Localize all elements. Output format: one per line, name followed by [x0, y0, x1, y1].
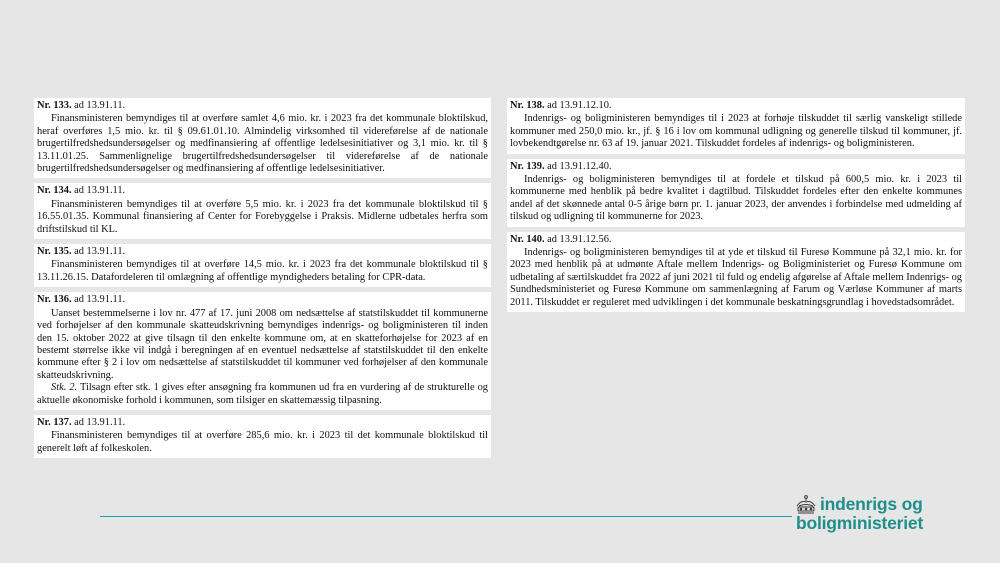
subsection-text: Tilsagn efter stk. 1 gives efter ansøgning fra kommunen ud fra en vurdering af de strukturelle og aktuelle økonomiske forhold i kommunen, som tilsiger en skattemæssig tilpasning.	[37, 382, 488, 406]
entry-block	[34, 244, 491, 287]
entry-paragraph: Uanset bestemmelserne i lov nr. 477 af 17. juni 2008 om nedsættelse af statstilskuddet til kommunerne ved forhøjelser af den kommunale skatteudskrivning bemyndiges indenrigs- og boligministeren til inden den 15. oktober 2022 at give tilsagn til den enkelte kommune om, at en skatteforhøjelse for 2023 af en bestemt størrelse ikke vil indgå i beregningen af en eventuel nedsættelse af statstilskuddet til den enkelte kommune efter § 2 i lov om nedsættelse af statstilskuddet til kommuner ved forhøjelser af den kommunale skatteudskrivning.	[37, 307, 488, 381]
entry-number: Nr. 140.	[510, 233, 545, 245]
logo-text-line1: indenrigs og	[820, 494, 923, 514]
entry-heading	[37, 294, 488, 306]
entry-paragraph: Finansministeren bemyndiges til at overføre 5,5 mio. kr. i 2023 fra det kommunale bloktilskud til § 16.55.01.35. Kommunal finansiering af Center for Forebyggelse i Praksis. Midlerne udbetales herfra som driftstilskud til KL.	[37, 198, 488, 235]
entry-paragraph: Finansministeren bemyndiges til at overføre 285,6 mio. kr. i 2023 til det kommunale bloktilskud til generelt løft af folkeskolen.	[37, 430, 488, 454]
entry-heading	[37, 100, 488, 112]
entry-block	[507, 159, 965, 227]
entry-block	[34, 292, 491, 410]
entry-number: Nr. 136.	[37, 294, 72, 306]
entry-block	[34, 183, 491, 239]
entry-heading	[510, 161, 962, 173]
left-column	[34, 98, 491, 463]
entry-paragraph: Indenrigs- og boligministeren bemyndiges til at fordele et tilskud på 600,5 mio. kr. i 2023 til kommunerne med henblik på bedre kvalitet i dagtilbud. Tilskuddet fordeles efter den enkelte kommunes andel af det skønnede antal 0-5 årige børn pr. 1. januar 2023, der anvendes i forbindelse med udmelding af tilskud og udligning til kommunerne for 2023.	[510, 174, 962, 223]
logo-text-line2: boligministeriet	[796, 513, 924, 533]
entry-paragraph: Indenrigs- og boligministeren bemyndiges til i 2023 at forhøje tilskuddet til særlig vanskeligt stillede kommuner med 250,0 mio. kr., jf. § 16 i lov om kommunal udligning og generelle tilskud til kommuner, jf. lovbekendtgørelse nr. 63 af 19. januar 2021. Tilskuddet fordeles af indenrigs- og boligministeren.	[510, 113, 962, 150]
footer-divider	[100, 516, 792, 517]
entry-block	[507, 232, 965, 312]
entry-heading	[37, 185, 488, 197]
entry-number: Nr. 137.	[37, 416, 72, 428]
entry-heading	[510, 100, 962, 112]
entry-reference: ad 13.91.11.	[74, 246, 126, 258]
entry-reference: ad 13.91.11.	[74, 416, 126, 428]
entry-reference: ad 13.91.12.10.	[547, 100, 612, 111]
entry-paragraph: Finansministeren bemyndiges til at overføre 14,5 mio. kr. i 2023 fra det kommunale bloktilskud til § 13.11.26.15. Datafordeleren til omlægning af offentlige myndigheders betaling for CPR-data.	[37, 259, 488, 283]
entry-paragraph: Indenrigs- og boligministeren bemyndiges til at yde et tilskud til Furesø Kommune på 32,1 mio. kr. for 2023 med henblik på at udmønte Aftale mellem Indenrigs- og Boligministeriet og Furesø Kommune om udbetaling af særtilskuddet fra 2022 af juni 2021 til fuld og endelig afgørelse af Aftale mellem Indenrigs- og Sundhedsministeriet og Furesø Kommune om sammenlægning af Farum og Værløse Kommuner af marts 2011. Tilskuddet er reguleret med udviklingen i det kommunale beskatningsgrundlag i hovedstadsområdet.	[510, 247, 962, 308]
entry-paragraph: Finansministeren bemyndiges til at overføre samlet 4,6 mio. kr. i 2023 fra det kommunale bloktilskud, heraf overføres 1,5 mio. kr. til § 09.61.01.10. Almindelig virksomhed til videreførelse af de nationale brugertilfredshedsundersøgelser og medfinansiering af offentlige ledelsesinitiativer og 3,1 mio. kr. til § 13.11.01.25. Sammenlignelige brugertilfredshedsundersøgelser til videreførelse af de nationale brugertilfredshedsundersøgelser og medfinansiering af offentlige ledelsesinitiativer.	[37, 113, 488, 175]
entry-block	[34, 98, 491, 178]
entry-number: Nr. 134.	[37, 185, 72, 197]
entry-reference: ad 13.91.12.56.	[547, 233, 612, 245]
entry-block	[34, 415, 491, 458]
entry-reference: ad 13.91.11.	[74, 294, 126, 306]
ministry-logo	[794, 492, 974, 542]
entry-heading	[510, 234, 962, 246]
entry-block	[507, 98, 965, 154]
entry-reference: ad 13.91.11.	[74, 100, 126, 111]
entry-reference: ad 13.91.11.	[74, 185, 126, 197]
entry-number: Nr. 133.	[37, 100, 72, 111]
entry-heading	[37, 417, 488, 429]
right-column	[507, 98, 965, 317]
entry-number: Nr. 139.	[510, 160, 545, 172]
entry-heading	[37, 246, 488, 258]
entry-reference: ad 13.91.12.40.	[547, 160, 612, 172]
entry-subsection	[37, 382, 488, 407]
subsection-label: Stk. 2.	[51, 382, 78, 394]
entry-number: Nr. 138.	[510, 100, 545, 111]
entry-number: Nr. 135.	[37, 246, 72, 258]
